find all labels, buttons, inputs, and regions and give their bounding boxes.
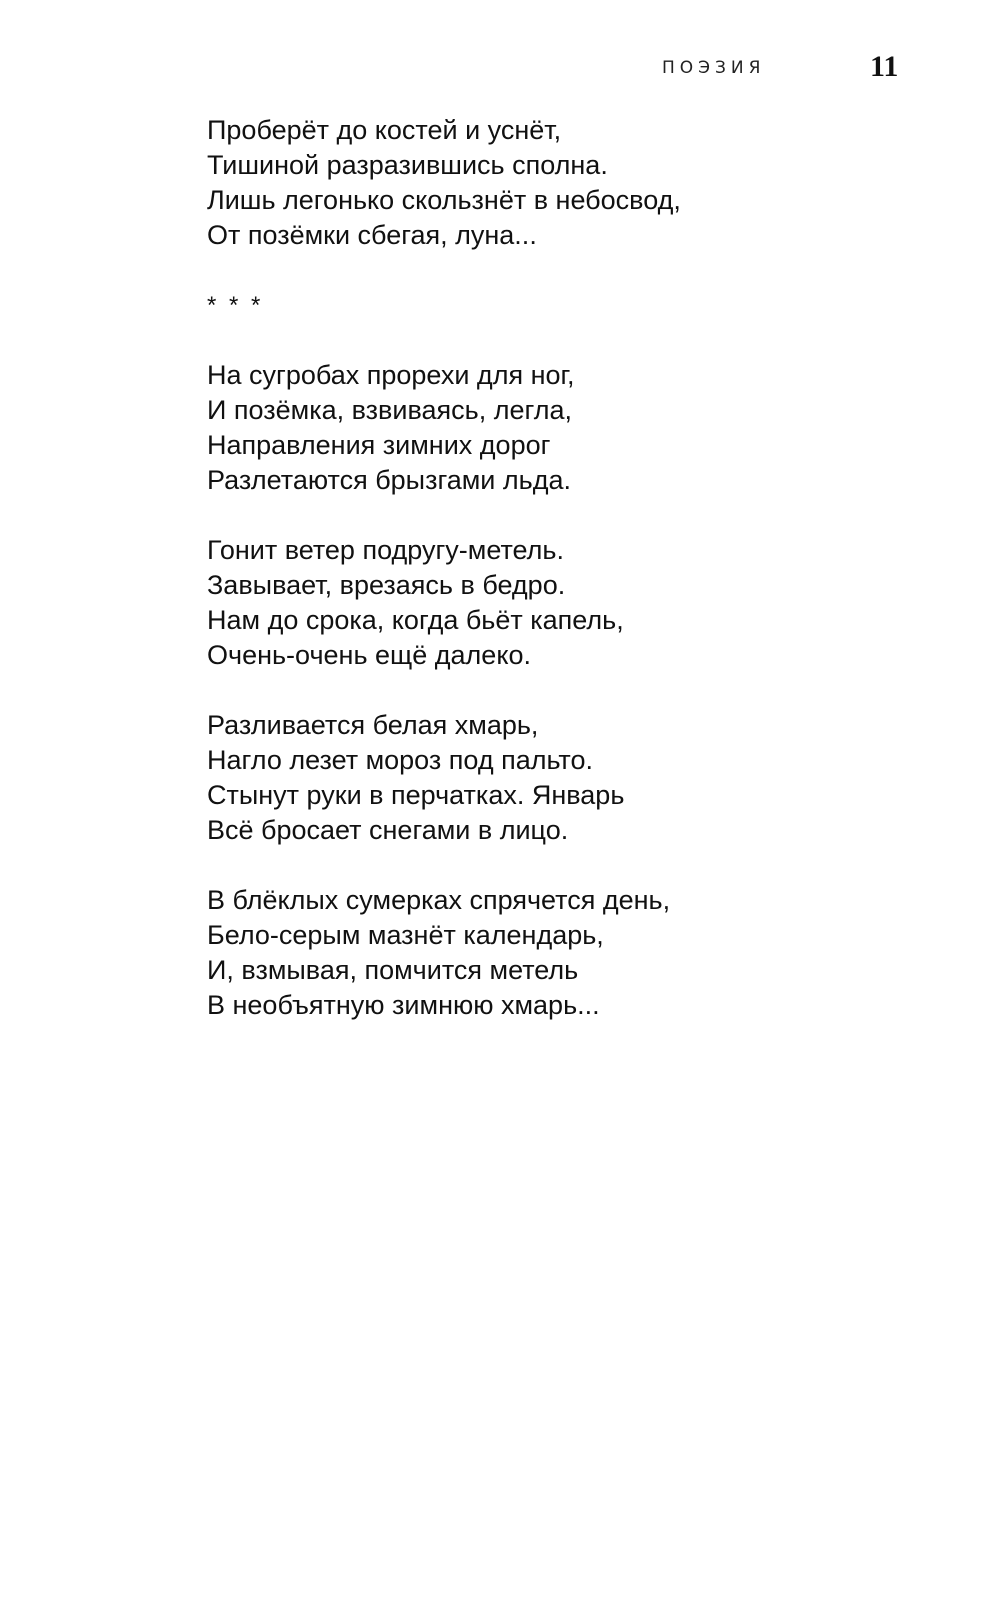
- poem-line: Гонит ветер подругу-метель.: [207, 535, 564, 565]
- poem-separator: * * *: [207, 292, 264, 319]
- stanza: [207, 533, 907, 673]
- poem-line: Всё бросает снегами в лицо.: [207, 815, 569, 845]
- poem-line: Проберёт до костей и уснёт,: [207, 115, 562, 145]
- poem-line: Тишиной разразившись сполна.: [207, 150, 608, 180]
- poem-line: Бело-серым мазнёт календарь,: [207, 920, 604, 950]
- poem-line: Нагло лезет мороз под пальто.: [207, 745, 594, 775]
- poem-line: В блёклых сумерках спрячется день,: [207, 885, 671, 915]
- poem-line: Разливается белая хмарь,: [207, 710, 539, 740]
- stanza: [207, 883, 907, 1023]
- poem-line: Завывает, врезаясь в бедро.: [207, 570, 566, 600]
- poem-line: Направления зимних дорог: [207, 430, 551, 460]
- poem-line: Разлетаются брызгами льда.: [207, 465, 571, 495]
- poem-line: В необъятную зимнюю хмарь...: [207, 990, 600, 1020]
- stanza: [207, 113, 907, 253]
- section-name: ПОЭЗИЯ: [662, 58, 766, 78]
- stanza: [207, 708, 907, 848]
- page-number: 11: [870, 50, 899, 83]
- poem-line: Лишь легонько скользнёт в небосвод,: [207, 185, 681, 215]
- poem-line: Стынут руки в перчатках. Январь: [207, 780, 625, 810]
- poem-line: И, взмывая, помчится метель: [207, 955, 579, 985]
- poem-line: На сугробах прорехи для ног,: [207, 360, 575, 390]
- poem-line: От позёмки сбегая, луна...: [207, 220, 537, 250]
- poem-line: Нам до срока, когда бьёт капель,: [207, 605, 624, 635]
- running-header: [0, 50, 1000, 90]
- poem-text: [207, 113, 907, 1058]
- poem-line: Очень-очень ещё далеко.: [207, 640, 531, 670]
- stanza: [207, 358, 907, 498]
- poem-line: И позёмка, взвиваясь, легла,: [207, 395, 573, 425]
